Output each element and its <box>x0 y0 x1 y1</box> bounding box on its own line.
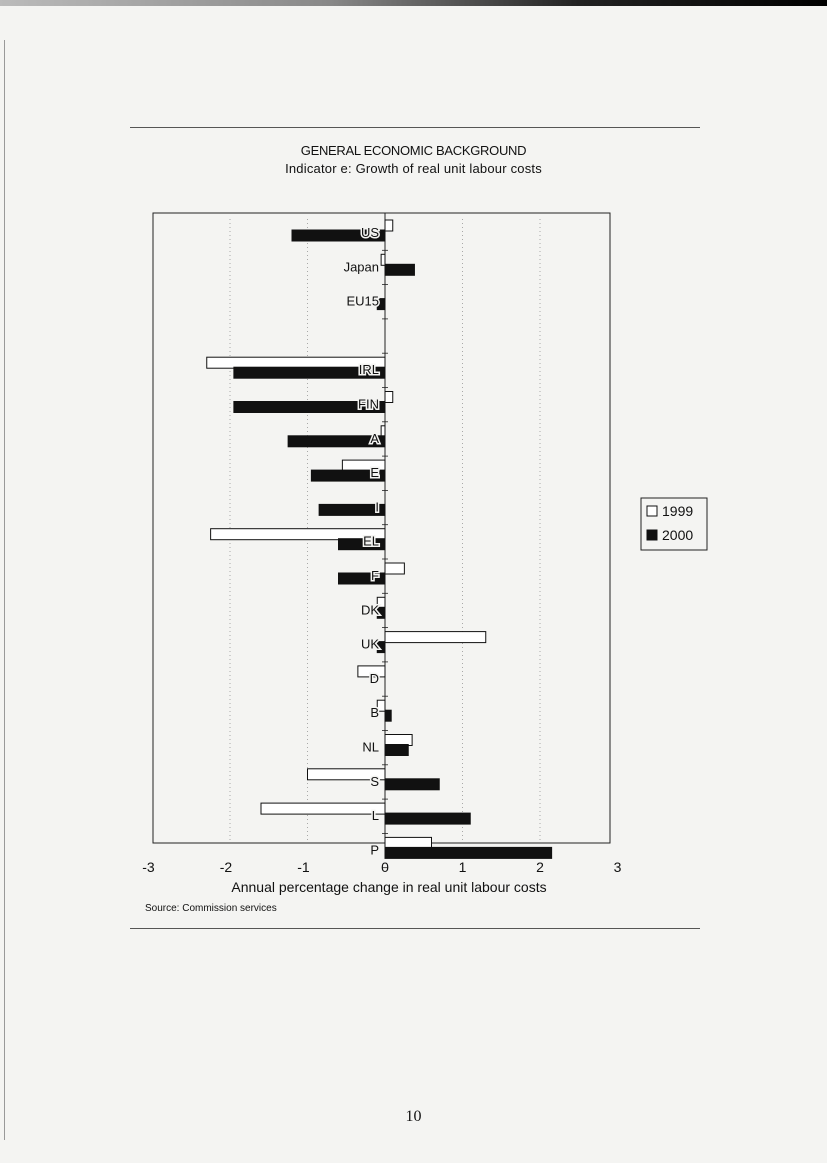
x-tick-label: -2 <box>219 859 233 875</box>
chart-subtitle: Indicator e: Growth of real unit labour costs <box>285 161 542 176</box>
bar-1999 <box>381 426 385 437</box>
x-tick-label: 2 <box>536 859 544 875</box>
page-number: 10 <box>405 1108 422 1125</box>
category-label: Japan <box>343 259 379 275</box>
category-label: F <box>371 568 379 583</box>
category-label: D <box>369 670 379 686</box>
category-label: NL <box>362 739 379 755</box>
category-label: FIN <box>358 396 379 412</box>
category-label: UK <box>360 636 379 652</box>
bar-2000 <box>385 779 439 790</box>
chart-title: GENERAL ECONOMIC BACKGROUND <box>300 143 527 158</box>
bar-1999 <box>211 529 385 540</box>
x-tick-label: 1 <box>458 859 467 875</box>
bar-2000 <box>385 745 408 756</box>
x-tick-label: -3 <box>142 859 155 875</box>
category-label: EU15 <box>346 293 379 309</box>
bar-1999 <box>381 254 385 265</box>
x-tick-label: 3 <box>613 859 622 875</box>
category-label: P <box>370 842 379 858</box>
bar-1999 <box>385 392 393 403</box>
legend-label: 1999 <box>662 503 694 519</box>
category-label: DK <box>360 602 379 618</box>
category-label: B <box>370 705 379 721</box>
category-label: L <box>371 808 379 824</box>
bar-1999 <box>385 632 486 643</box>
category-label: I <box>375 499 379 515</box>
x-tick-label: 0 <box>381 859 389 875</box>
bar-2000 <box>385 264 414 275</box>
bar-1999 <box>385 735 412 746</box>
category-label: E <box>370 465 379 481</box>
bar-1999 <box>385 563 404 574</box>
bar-2000 <box>385 813 470 824</box>
category-label: IRL <box>358 362 379 378</box>
legend-swatch-1999 <box>647 506 657 516</box>
bar-2000 <box>385 847 552 858</box>
category-label: A <box>370 430 379 446</box>
bar-2000 <box>385 710 391 721</box>
x-tick-label: -1 <box>297 859 310 875</box>
category-label: EL <box>363 533 379 549</box>
bar-1999 <box>261 803 385 814</box>
x-axis-label: Annual percentage change in real unit labour costs <box>231 879 547 895</box>
bar-1999 <box>385 220 393 231</box>
category-label: US <box>360 225 379 240</box>
bar-1999 <box>385 837 432 848</box>
legend-label: 2000 <box>662 527 694 543</box>
legend-swatch-2000 <box>647 530 657 540</box>
source-note: Source: Commission services <box>145 903 277 914</box>
category-label: S <box>370 773 379 789</box>
